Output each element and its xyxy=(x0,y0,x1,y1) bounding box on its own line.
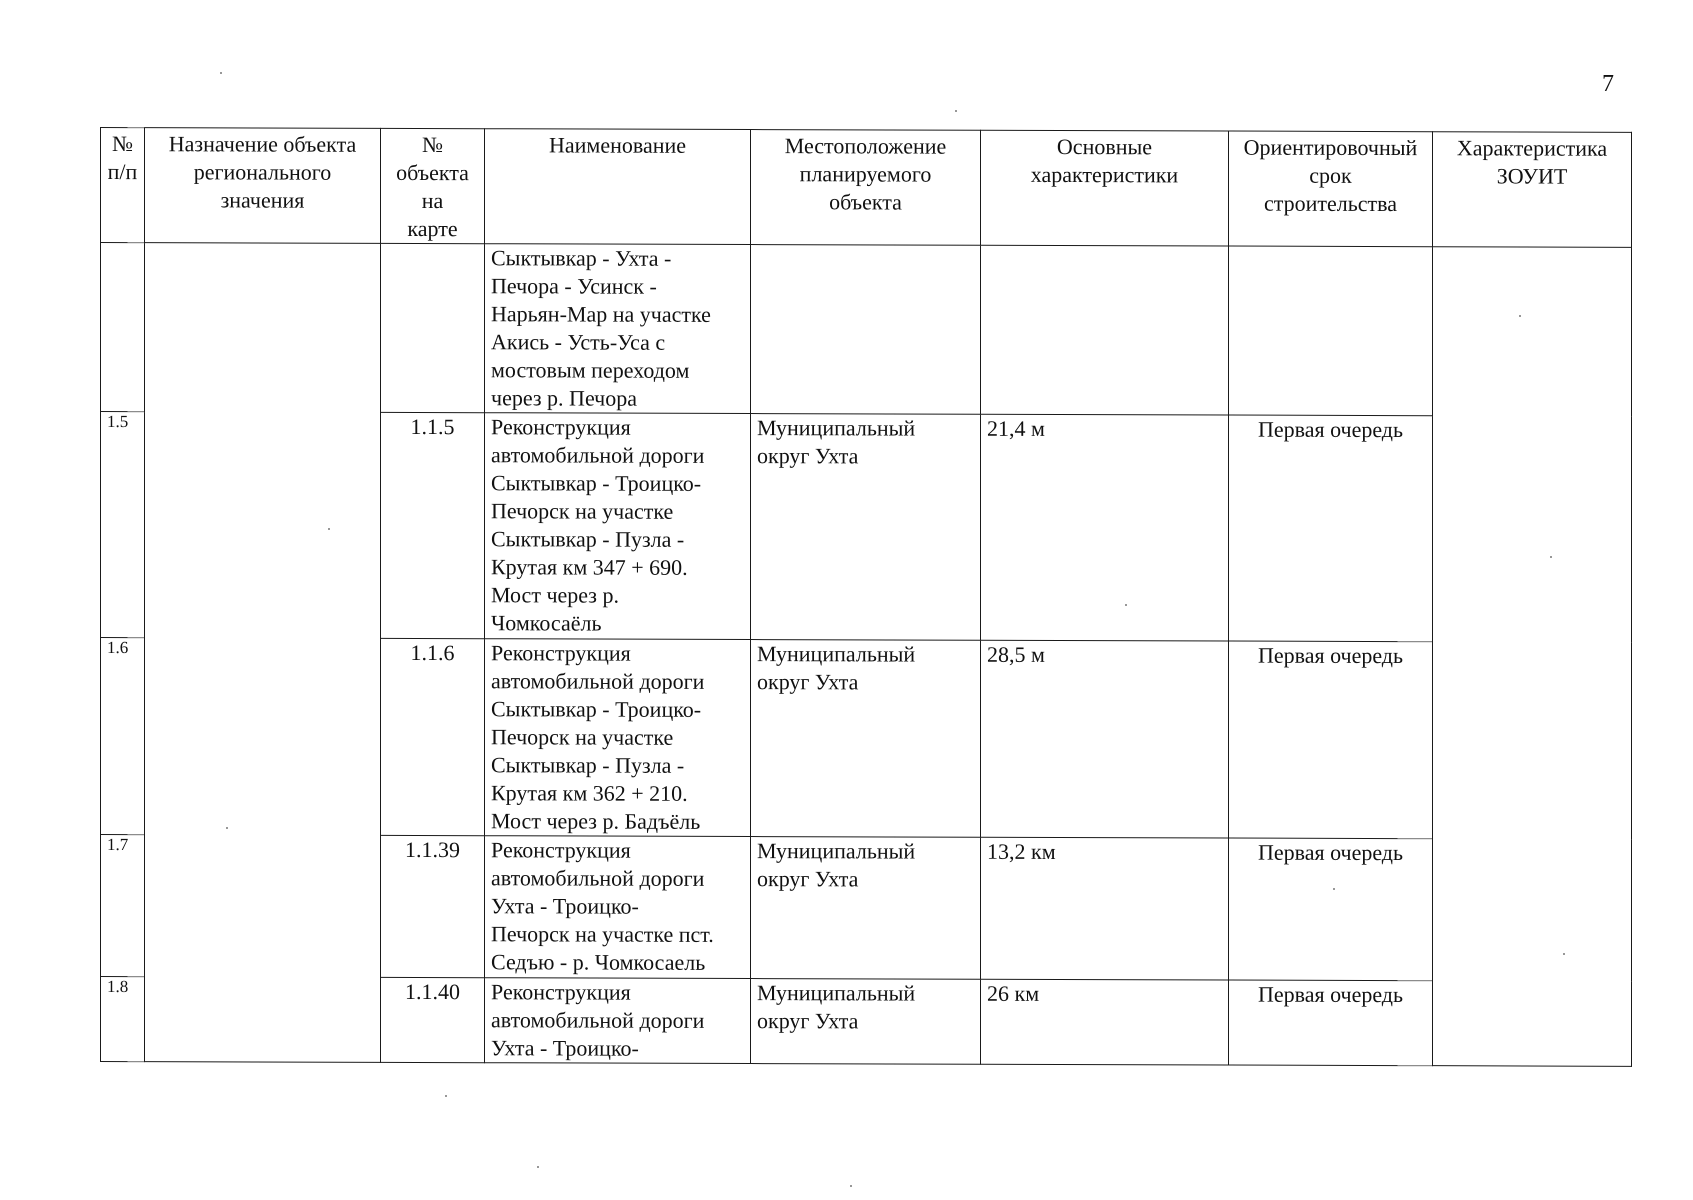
header-location xyxy=(751,130,981,246)
text-line: Муниципальный xyxy=(757,641,916,667)
map-num-cell xyxy=(381,243,485,412)
map-num-cell: 1.1.6 xyxy=(381,638,485,835)
text-line: строительства xyxy=(1263,190,1398,217)
location-cell xyxy=(751,245,981,415)
text-line: Сыктывкар - Пузла - xyxy=(491,752,685,778)
name-cell xyxy=(485,836,751,979)
text-line: значения xyxy=(220,187,305,213)
name-cell xyxy=(485,244,751,414)
text-line: № xyxy=(422,132,443,158)
row-num-cell: 1.6 xyxy=(101,638,145,835)
map-num-cell: 1.1.5 xyxy=(381,412,485,638)
scan-speck xyxy=(955,110,957,112)
scan-speck xyxy=(1333,888,1335,890)
text-line: Нарьян-Мар на участке xyxy=(491,301,711,327)
location-cell xyxy=(751,979,981,1065)
scan-speck xyxy=(1550,556,1552,558)
text-line: автомобильной дороги xyxy=(491,865,705,891)
text-line: п/п xyxy=(107,159,138,185)
text-line: Мост через р. Бадъёль xyxy=(491,808,701,834)
text-line: Муниципальный xyxy=(757,980,916,1006)
text-line: Акись - Усть-Уса с xyxy=(491,329,666,355)
page-number: 7 xyxy=(1602,71,1614,97)
text-line: Печорск на участке пст. xyxy=(491,921,714,947)
text-line: Наименование xyxy=(548,132,687,158)
text-line: автомобильной дороги xyxy=(491,442,705,468)
scan-speck xyxy=(226,827,228,829)
purpose-cell xyxy=(145,243,381,1063)
scan-speck xyxy=(537,1166,539,1168)
text-line: Ухта - Троицко- xyxy=(491,893,639,919)
text-line: округ Ухта xyxy=(757,669,859,695)
text-line: Муниципальный xyxy=(757,415,916,441)
text-line: Сыктывкар - Ухта - xyxy=(491,245,672,271)
scan-speck xyxy=(1125,604,1127,606)
text-line: Чомкосаёль xyxy=(491,610,602,636)
header-purpose xyxy=(145,128,381,244)
text-line: № xyxy=(112,131,133,157)
text-line: карте xyxy=(407,215,458,242)
characteristics-cell: 13,2 км xyxy=(981,837,1229,980)
characteristics-cell: 21,4 м xyxy=(981,414,1229,641)
scan-speck xyxy=(328,528,330,530)
deadline-cell: Первая очередь xyxy=(1229,415,1433,642)
header-map-num xyxy=(381,128,485,243)
location-cell xyxy=(751,414,981,641)
location-cell xyxy=(751,640,981,838)
text-line: Мост через р. xyxy=(491,582,619,608)
row-num-cell: 1.5 xyxy=(101,412,145,638)
characteristics-cell xyxy=(981,245,1229,415)
text-line: характеристики xyxy=(1030,161,1179,188)
text-line: Реконструкция xyxy=(491,414,631,440)
header-characteristics xyxy=(981,130,1229,246)
text-line: автомобильной дороги xyxy=(491,1007,705,1033)
table-body xyxy=(101,243,1632,1067)
scan-speck xyxy=(220,72,222,74)
deadline-cell xyxy=(1229,246,1433,416)
table-header xyxy=(101,128,1632,248)
name-cell xyxy=(485,413,751,640)
scan-speck xyxy=(1519,315,1521,317)
text-line: планируемого xyxy=(799,161,932,187)
name-cell xyxy=(485,978,751,1064)
header-name xyxy=(485,129,751,245)
text-line: Седъю - р. Чомкосаель xyxy=(491,949,706,975)
text-line: Реконструкция xyxy=(491,640,631,666)
objects-table xyxy=(100,127,1632,1067)
text-line: ЗОУИТ xyxy=(1496,163,1568,189)
text-line: округ Ухта xyxy=(757,443,859,469)
scan-speck xyxy=(445,1095,447,1097)
text-line: Крутая км 362 + 210. xyxy=(491,780,688,806)
name-cell xyxy=(485,639,751,837)
map-num-cell: 1.1.40 xyxy=(381,977,485,1062)
text-line: округ Ухта xyxy=(757,866,859,892)
text-line: объекта xyxy=(396,159,469,186)
text-line: на xyxy=(421,188,444,214)
header-zouit xyxy=(1433,132,1632,248)
text-line: Печора - Усинск - xyxy=(491,273,657,299)
text-line: Печорск на участке xyxy=(491,498,674,524)
row-num-cell xyxy=(101,243,145,412)
scan-speck xyxy=(1563,953,1565,955)
text-line: округ Ухта xyxy=(757,1008,859,1034)
text-line: Характеристика xyxy=(1456,135,1608,161)
deadline-cell: Первая очередь xyxy=(1229,641,1433,839)
text-line: регионального xyxy=(193,159,332,185)
text-line: Местоположение xyxy=(784,133,947,159)
map-num-cell: 1.1.39 xyxy=(381,835,485,977)
text-line: автомобильной дороги xyxy=(491,668,705,694)
text-line: Реконструкция xyxy=(491,979,631,1005)
text-line: через р. Печора xyxy=(491,385,637,411)
scan-speck xyxy=(850,1185,852,1187)
header-deadline xyxy=(1229,131,1433,247)
table-row xyxy=(101,243,1632,417)
text-line: Реконструкция xyxy=(491,837,631,863)
deadline-cell: Первая очередь xyxy=(1229,980,1433,1066)
location-cell xyxy=(751,837,981,980)
text-line: срок xyxy=(1309,162,1352,188)
text-line: Печорск на участке xyxy=(491,724,674,750)
text-line: объекта xyxy=(829,189,902,215)
characteristics-cell: 28,5 м xyxy=(981,640,1229,838)
row-num-cell: 1.8 xyxy=(101,977,145,1062)
row-num-cell: 1.7 xyxy=(101,835,145,977)
header-num xyxy=(101,128,145,243)
characteristics-cell: 26 км xyxy=(981,979,1229,1065)
text-line: мостовым переходом xyxy=(491,357,690,383)
deadline-cell: Первая очередь xyxy=(1229,838,1433,981)
text-line: Сыктывкар - Троицко- xyxy=(491,696,702,722)
text-line: Муниципальный xyxy=(757,838,916,864)
zouit-cell xyxy=(1433,247,1632,1067)
text-line: Основные xyxy=(1056,134,1153,160)
text-line: Ориентировочный xyxy=(1243,134,1418,161)
text-line: Сыктывкар - Пузла - xyxy=(491,526,685,552)
text-line: Ухта - Троицко- xyxy=(491,1035,639,1061)
text-line: Крутая км 347 + 690. xyxy=(491,554,688,580)
text-line: Сыктывкар - Троицко- xyxy=(491,470,702,496)
text-line: Назначение объекта xyxy=(168,131,357,157)
